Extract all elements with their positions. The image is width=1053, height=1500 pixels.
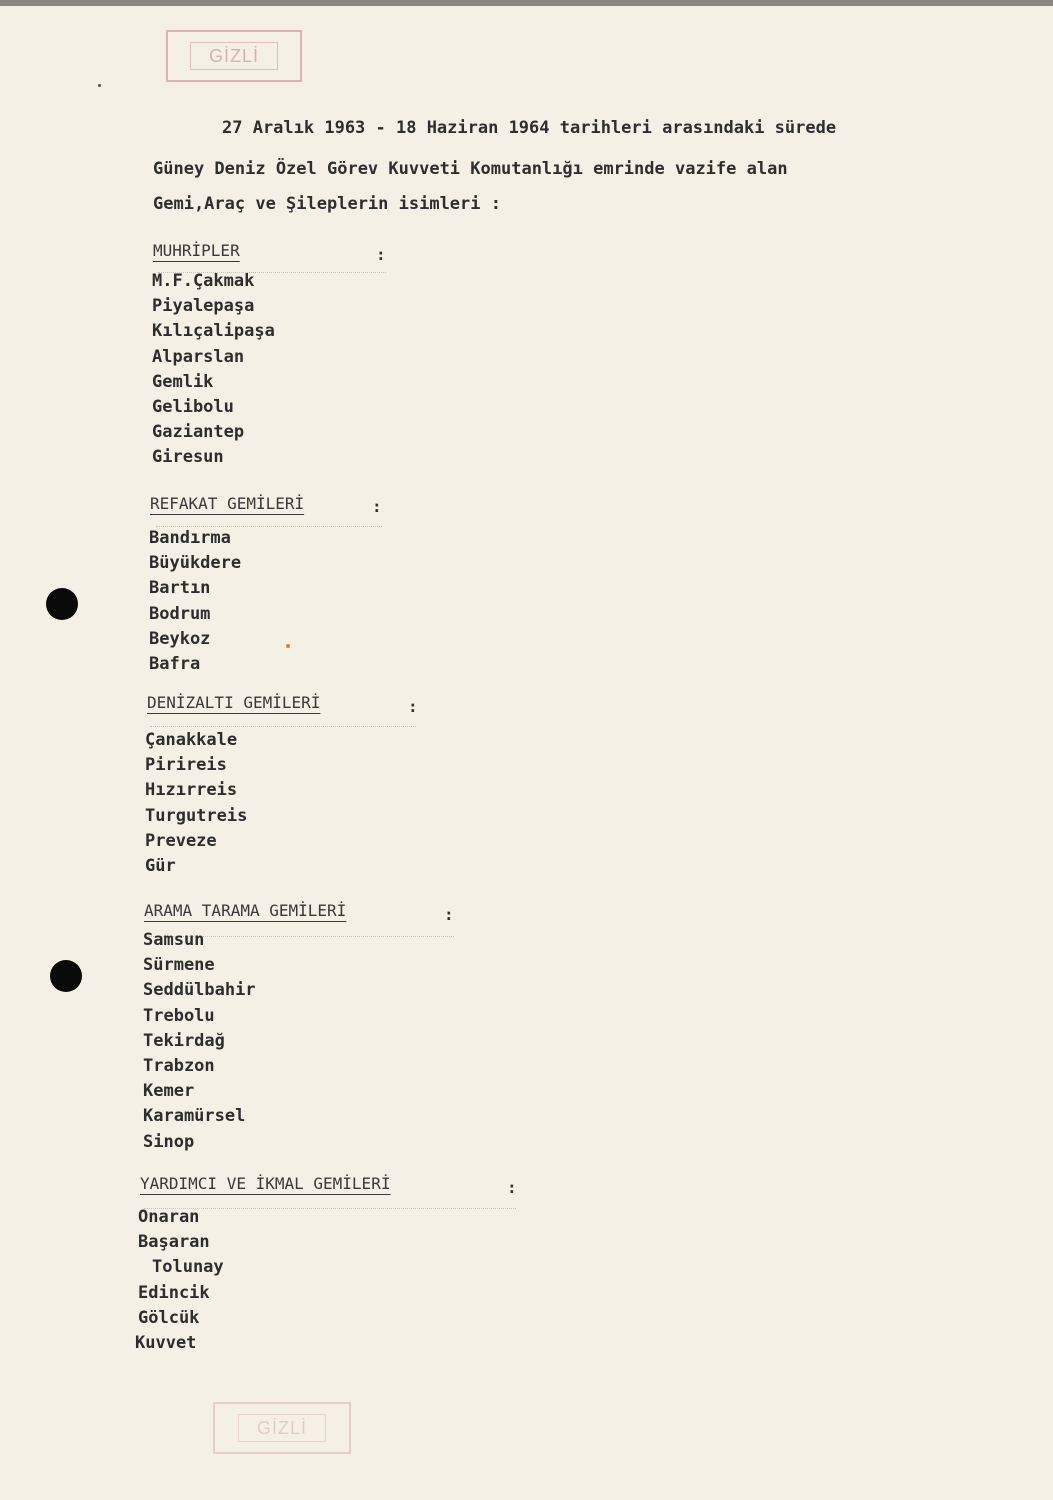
list-item: Hızırreis <box>145 780 238 801</box>
list-item: Edincik <box>138 1282 210 1303</box>
classification-stamp-top <box>166 30 302 82</box>
escort-ships-list <box>149 526 241 677</box>
punch-hole <box>46 588 78 620</box>
list-item: Giresun <box>152 447 224 468</box>
list-item: Sürmene <box>143 955 215 976</box>
section-colon: : <box>507 1178 517 1197</box>
section-colon: : <box>444 905 454 924</box>
stamp-text-top: GİZLİ <box>190 42 278 70</box>
list-item: Bandırma <box>149 528 231 548</box>
list-item: Beykoz <box>149 628 211 649</box>
list-item: M.F.Çakmak <box>152 271 255 291</box>
list-item: Piyalepaşa <box>152 296 255 317</box>
section-title-minesweepers: ARAMA TARAMA GEMİLERİ <box>144 901 347 920</box>
submarines-list <box>145 728 247 879</box>
classification-stamp-bottom <box>213 1402 351 1454</box>
list-item: Sinop <box>143 1131 195 1152</box>
list-item: Onaran <box>138 1207 200 1227</box>
list-item: Gaziantep <box>152 422 245 443</box>
list-item: Kemer <box>143 1081 195 1102</box>
section-colon: : <box>372 497 382 516</box>
list-item: Tolunay <box>152 1257 224 1278</box>
list-item: Karamürsel <box>143 1106 246 1127</box>
section-colon: : <box>376 245 386 264</box>
punch-hole <box>50 960 82 992</box>
minesweepers-list <box>143 928 256 1155</box>
ink-speck <box>286 644 290 648</box>
section-title-auxiliary-ships: YARDIMCI VE İKMAL GEMİLERİ <box>140 1174 391 1193</box>
list-item: Çanakkale <box>145 730 238 750</box>
list-item: Bafra <box>149 654 201 675</box>
list-item: Trebolu <box>143 1005 215 1026</box>
ink-dot <box>98 84 101 87</box>
list-item: Gelibolu <box>152 397 234 418</box>
destroyers-list <box>152 269 275 471</box>
list-item: Bodrum <box>149 603 211 624</box>
list-item: Trabzon <box>143 1056 215 1077</box>
list-item: Gemlik <box>152 371 214 392</box>
list-item: Kılıçalipaşa <box>152 321 275 342</box>
auxiliary-ships-list <box>135 1205 224 1356</box>
section-title-destroyers: MUHRİPLER <box>153 241 240 260</box>
dotted-rule <box>150 726 416 727</box>
heading-line-3: Gemi,Araç ve Şileplerin isimleri : <box>153 194 501 214</box>
heading-line-2: Güney Deniz Özel Görev Kuvveti Komutanlığı emrinde vazife alan <box>153 159 788 179</box>
list-item: Bartın <box>149 578 211 599</box>
section-colon: : <box>408 697 418 716</box>
list-item: Tekirdağ <box>143 1030 225 1051</box>
list-item: Alparslan <box>152 346 245 367</box>
list-item: Pirireis <box>145 755 227 776</box>
list-item: Gölcük <box>138 1307 200 1328</box>
stamp-text-bottom: GİZLİ <box>238 1414 326 1442</box>
list-item: Turgutreis <box>145 805 248 826</box>
section-title-submarines: DENİZALTI GEMİLERİ <box>147 693 321 712</box>
list-item: Kuvvet <box>135 1333 197 1354</box>
list-item: Samsun <box>143 930 205 950</box>
scan-top-border <box>0 0 1053 6</box>
list-item: Başaran <box>138 1232 210 1253</box>
heading-line-1: 27 Aralık 1963 - 18 Haziran 1964 tarihleri arasındaki sürede <box>222 118 837 138</box>
section-title-escort-ships: REFAKAT GEMİLERİ <box>150 494 305 513</box>
list-item: Seddülbahir <box>143 980 256 1001</box>
list-item: Preveze <box>145 830 217 851</box>
list-item: Büyükdere <box>149 553 242 574</box>
list-item: Gür <box>145 856 176 877</box>
